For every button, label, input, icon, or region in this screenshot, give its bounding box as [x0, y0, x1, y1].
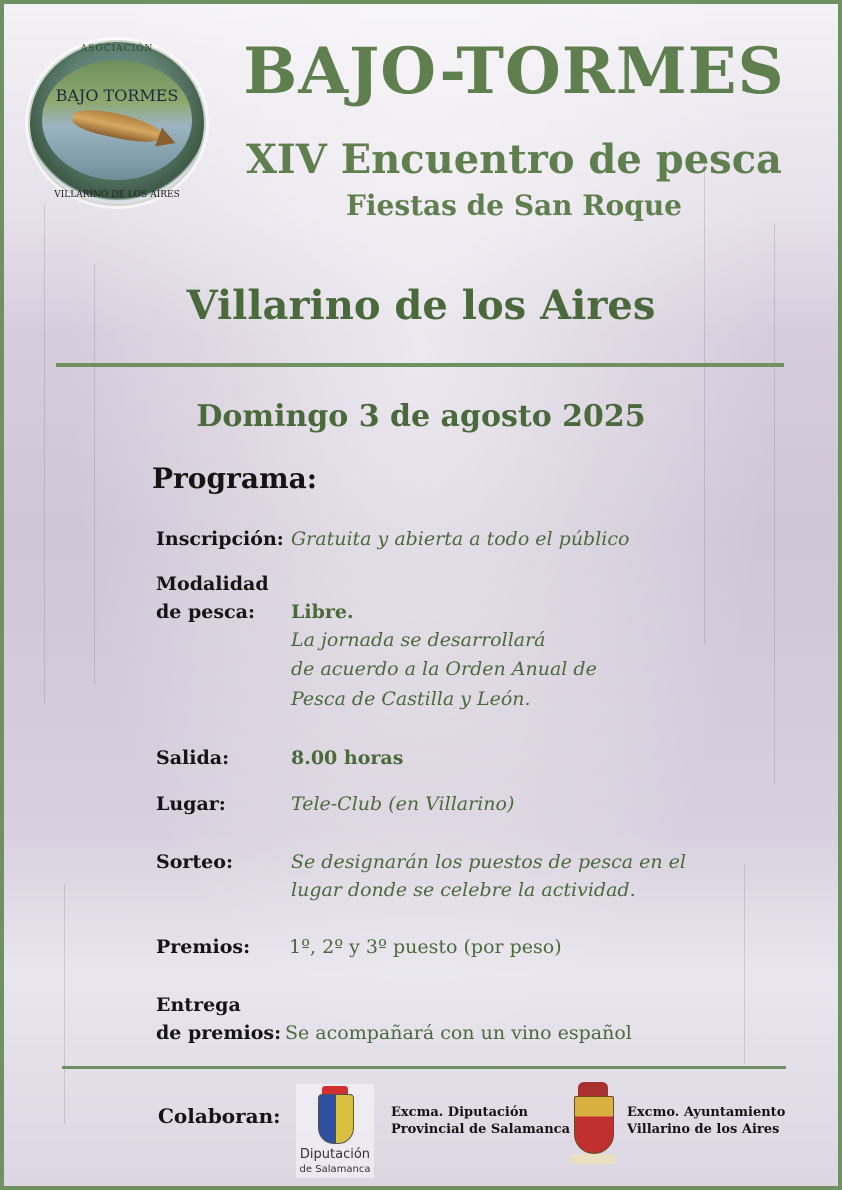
ayuntamiento-name-line2: Villarino de los Aires	[627, 1122, 780, 1137]
divider-top	[56, 363, 784, 367]
inscripcion-value: Gratuita y abierta a todo el público	[291, 528, 630, 550]
lugar-label: Lugar:	[156, 793, 226, 815]
divider-bottom	[62, 1066, 786, 1069]
event-subtitle: XIV Encuentro de pesca	[246, 136, 782, 183]
diputacion-name-line2: Provincial de Salamanca	[391, 1122, 571, 1137]
modalidad-label-line1: Modalidad	[156, 573, 269, 595]
entrega-value: Se acompañará con un vino español	[285, 1022, 632, 1044]
sorteo-label: Sorteo:	[156, 851, 233, 873]
event-date: Domingo 3 de agosto 2025	[196, 399, 646, 434]
entrega-label-line1: Entrega	[156, 994, 241, 1016]
location-title: Villarino de los Aires	[186, 282, 656, 329]
page-title: BAJO-TORMES	[243, 34, 785, 109]
modalidad-value-line3: Pesca de Castilla y León.	[291, 688, 531, 710]
diputacion-logo-subtext: de Salamanca	[299, 1164, 371, 1175]
background-tree	[64, 884, 65, 1124]
premios-value: 1º, 2º y 3º puesto (por peso)	[289, 936, 562, 958]
association-logo	[28, 40, 206, 206]
entrega-label-line2: de premios:	[156, 1022, 282, 1044]
crown-icon	[578, 1082, 608, 1096]
modalidad-value-bold: Libre.	[291, 601, 354, 623]
background-tree	[744, 864, 745, 1064]
modalidad-value-line2: de acuerdo a la Orden Anual de	[291, 658, 597, 680]
diputacion-shield-icon	[318, 1094, 354, 1144]
lugar-value: Tele-Club (en Villarino)	[291, 793, 515, 815]
premios-label: Premios:	[156, 936, 251, 958]
diputacion-logo-text: Diputación	[299, 1147, 371, 1162]
modalidad-value-line1: La jornada se desarrollará	[291, 629, 546, 651]
sorteo-value-line1: Se designarán los puestos de pesca en el	[291, 851, 686, 873]
festivity-name: Fiestas de San Roque	[346, 189, 682, 222]
inscripcion-label: Inscripción:	[156, 528, 284, 550]
ayuntamiento-coat-of-arms	[570, 1082, 616, 1168]
background-tree	[44, 204, 45, 704]
diputacion-name-line1: Excma. Diputación	[391, 1105, 528, 1120]
ayuntamiento-shield-icon	[574, 1096, 614, 1154]
colaboran-label: Colaboran:	[158, 1104, 281, 1128]
sorteo-value-line2: lugar donde se celebre la actividad.	[291, 879, 636, 901]
logo-top-text: ASOCIACIÓN	[80, 44, 154, 54]
ribbon-icon	[570, 1154, 616, 1164]
diputacion-logo	[296, 1084, 374, 1178]
logo-bottom-text: VILLARINO DE LOS AIRES	[54, 190, 180, 200]
salida-value: 8.00 horas	[291, 747, 404, 769]
logo-middle-text: BAJO TORMES	[55, 86, 179, 105]
ayuntamiento-name-line1: Excmo. Ayuntamiento	[627, 1105, 786, 1120]
modalidad-label-line2: de pesca:	[156, 601, 255, 623]
programa-heading: Programa:	[152, 462, 318, 495]
salida-label: Salida:	[156, 747, 230, 769]
